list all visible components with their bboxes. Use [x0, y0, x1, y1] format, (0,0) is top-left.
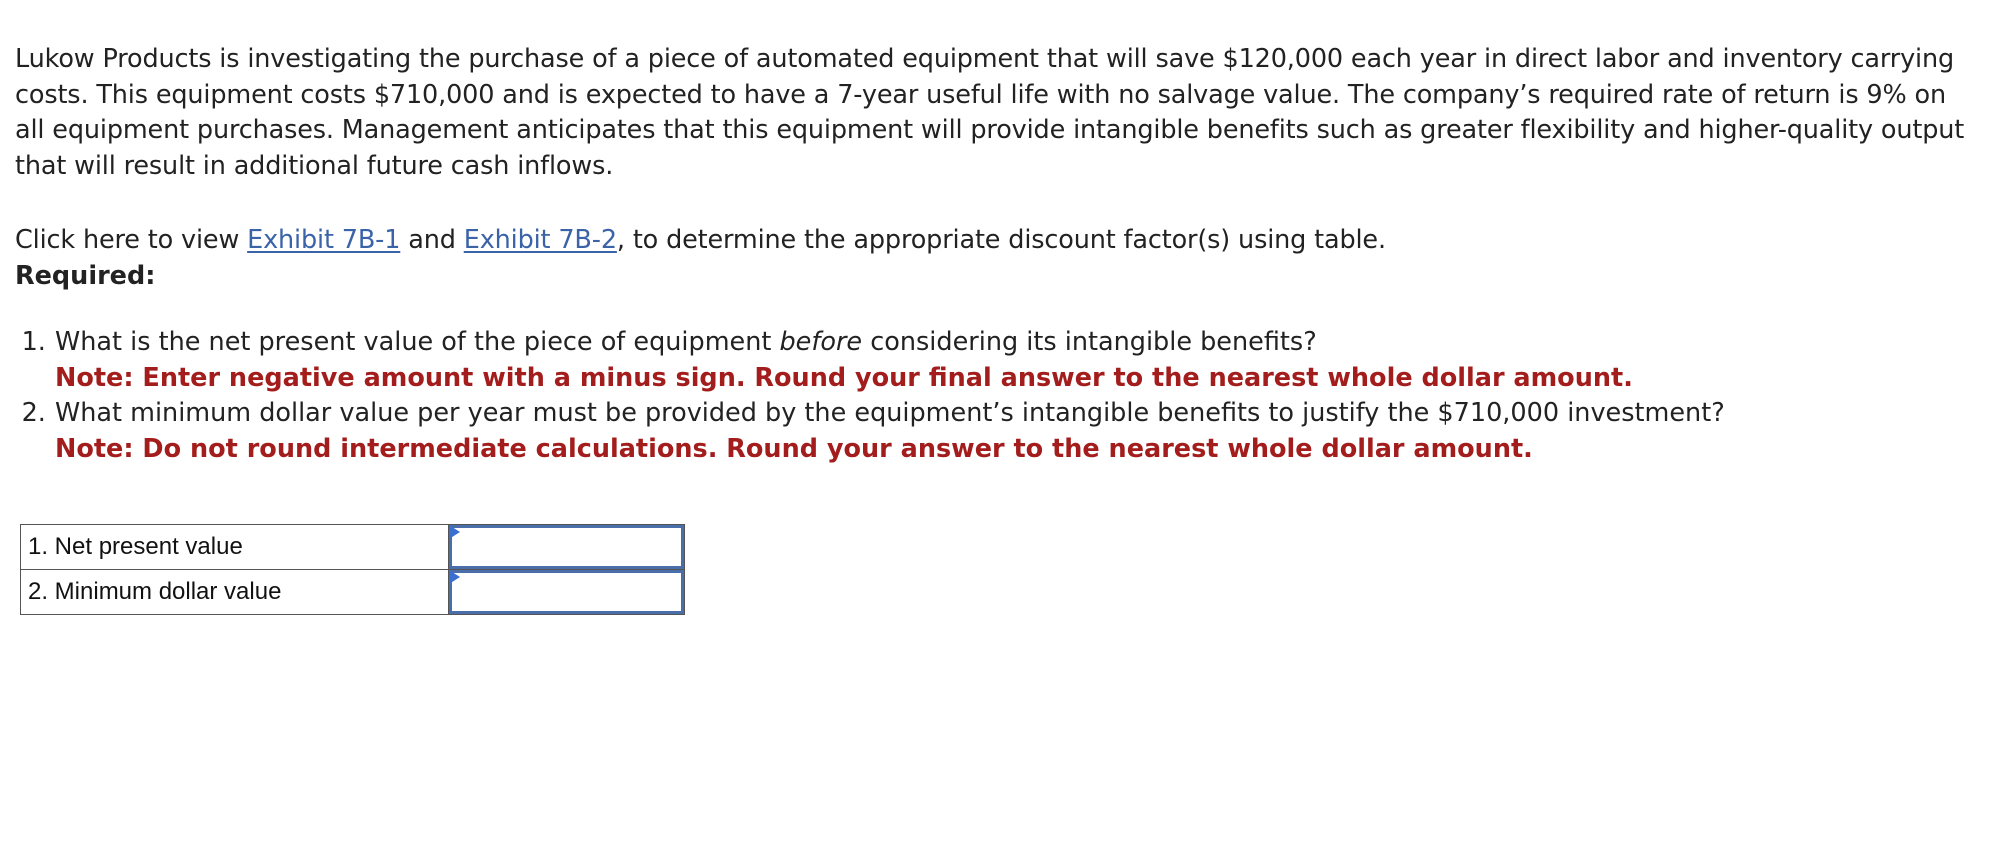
min-value-input[interactable] — [449, 570, 684, 614]
question-2-note: Note: Do not round intermediate calculations. Round your answer to the nearest whole dollar amount. — [55, 433, 1533, 464]
exhibit-7b-1-link[interactable]: Exhibit 7B-1 — [247, 225, 401, 255]
answer-table — [20, 524, 685, 615]
exhibit-7b-2-link[interactable]: Exhibit 7B-2 — [463, 225, 617, 255]
min-value-label: 2. Minimum dollar value — [21, 570, 449, 615]
question-2 — [54, 396, 1975, 467]
question-2-text: What minimum dollar value per year must be provided by the equipment’s intangible benefits to justify the $710,000 investment? — [55, 398, 1725, 428]
min-value-input-cell — [449, 570, 685, 615]
problem-content — [15, 42, 1975, 467]
npv-label: 1. Net present value — [21, 525, 449, 570]
exhibit-instruction — [15, 223, 1975, 259]
and-text: and — [400, 225, 464, 255]
click-suffix: , to determine the appropriate discount factor(s) using table. — [616, 225, 1386, 255]
question-1-text-before: What is the net present value of the piece of equipment — [55, 327, 780, 357]
problem-intro: Lukow Products is investigating the purchase of a piece of automated equipment that will save $120,000 each year in direct labor and inventory carrying costs. This equipment costs $710,000 and is expected to have a 7-year useful life with no salvage value. The company’s required rate of return is 9% on all equipment purchases. Management anticipates that this equipment will provide intangible benefits such as greater flexibility and higher-quality output that will result in additional future cash inflows. — [15, 44, 1965, 181]
question-1-text-after: considering its intangible benefits? — [862, 327, 1317, 357]
npv-input-cell — [449, 525, 685, 570]
npv-input[interactable] — [449, 525, 684, 569]
answer-row-npv — [21, 525, 685, 570]
answer-row-min-value — [21, 570, 685, 615]
question-1-emphasis: before — [779, 327, 863, 357]
required-heading: Required: — [15, 260, 156, 291]
question-1 — [54, 325, 1975, 396]
question-1-note: Note: Enter negative amount with a minus sign. Round your final answer to the nearest whole dollar amount. — [55, 362, 1633, 393]
question-list — [15, 325, 1975, 467]
click-prefix: Click here to view — [15, 225, 248, 255]
